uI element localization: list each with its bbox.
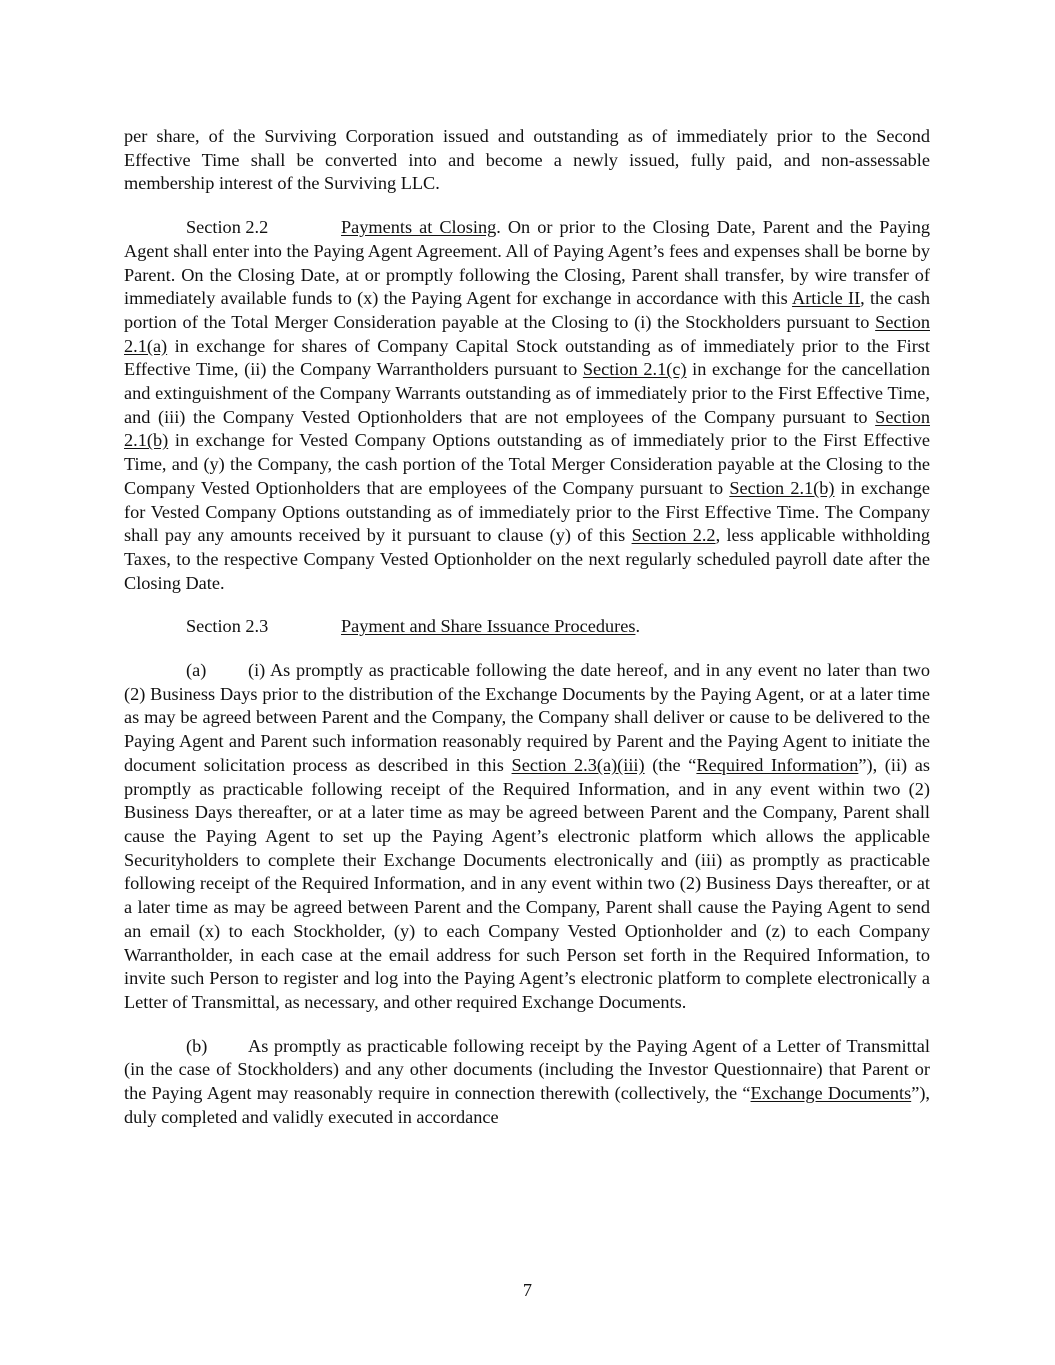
paragraph-continuation xyxy=(124,125,930,196)
subsection-b-paragraph xyxy=(124,1035,930,1130)
section-title: Payments at Closing xyxy=(341,217,497,238)
section-2-2-paragraph xyxy=(124,216,930,595)
paragraph-text: ”), duly completed and validly executed in accordance xyxy=(124,1083,930,1127)
document-body xyxy=(124,125,930,1129)
cross-reference-link[interactable]: Article II xyxy=(792,288,861,309)
section-number: Section 2.2 xyxy=(186,217,269,238)
cross-reference-link[interactable]: Section 2.1(b) xyxy=(124,406,930,451)
paragraph-text: in exchange for Vested Company Options outstanding as of immediately prior to the First Effective Time. The Company shall pay any amounts received by it pursuant to clause (y) of this xyxy=(124,477,930,546)
subsection-letter: (a) xyxy=(186,660,207,681)
paragraph-text: (the “ xyxy=(644,754,697,775)
paragraph-text: in exchange for shares of Company Capital Stock outstanding as of immediately prior to the First Effective Time, (ii) the Company Warrantholders pursuant to xyxy=(124,335,930,380)
paragraph-text: , the cash portion of the Total Merger Consideration payable at the Closing to (i) the Stockholders pursuant to xyxy=(124,288,930,332)
section-2-3-heading xyxy=(124,615,930,639)
subsection-letter: (b) xyxy=(186,1035,208,1056)
paragraph-text: in exchange for the cancellation and extinguishment of the Company Warrants outstanding as of immediately prior to the First Effective Time, and (iii) the Company Vested Optionholders that are not employees of the Company pursuant to xyxy=(124,359,930,427)
paragraph-text: . On or prior to the Closing Date, Parent and the Paying Agent shall enter into the Paying Agent Agreement. All of Paying Agent’s fees and expenses shall be borne by Parent. On the Closing Date, at or promptly following the Closing, Parent shall transfer, by wire transfer of immediately available funds to (x) the Paying Agent for exchange in accordance with this xyxy=(124,217,931,309)
section-title: Payment and Share Issuance Procedures xyxy=(341,616,636,637)
paragraph-text: As promptly as practicable following receipt by the Paying Agent of a Letter of Transmittal (in the case of Stockholders) and any other documents (including the Investor Questionnaire) that Parent or the Paying Agent may reasonably require in connection therewith (collectively, the “ xyxy=(124,1035,930,1104)
defined-term: Exchange Documents xyxy=(750,1083,912,1104)
paragraph-text: (i) As promptly as practicable following the date hereof, and in any event no later than two (2) Business Days prior to the distribution of the Exchange Documents by the Paying Agent, or at a later time as may be agreed between Parent and the Company, the Company shall deliver or cause to be delivered to the Paying Agent and Parent such information reasonably required by Parent and the Paying Agent to initiate the document solicitation process as described in this xyxy=(124,660,930,775)
cross-reference-link[interactable]: Section 2.1(c) xyxy=(582,359,687,380)
section-title-punctuation: . xyxy=(635,616,641,637)
cross-reference-link[interactable]: Section 2.2 xyxy=(631,525,716,546)
paragraph-text: , less applicable withholding Taxes, to the respective Company Vested Optionholder on the next regularly scheduled payroll date after the Closing Date. xyxy=(124,525,931,593)
defined-term: Required Information xyxy=(696,754,859,775)
cross-reference-link[interactable]: Section 2.1(b) xyxy=(729,477,835,498)
page-number: 7 xyxy=(522,1280,533,1300)
cross-reference-link[interactable]: Section 2.3(a)(iii) xyxy=(511,754,645,775)
section-number: Section 2.3 xyxy=(186,616,269,637)
paragraph-text: per share, of the Surviving Corporation issued and outstanding as of immediately prior to the Second Effective Time shall be converted into and become a newly issued, fully paid, and non-assessable membership interest of the Surviving LLC. xyxy=(124,126,930,194)
paragraph-text: ”), (ii) as promptly as practicable following receipt of the Required Information, and in any event within two (2) Business Days thereafter, or at a later time as may be agreed between Parent and the Company, Parent shall cause the Paying Agent to set up the Paying Agent’s electronic platform which allows the applicable Securityholders to complete their Exchange Documents electronically and (iii) as promptly as practicable following receipt of the Required Information, and in any event within two (2) Business Days thereafter, or at a later time as may be agreed between Parent and the Company, Parent shall cause the Paying Agent to send an email (x) to each Stockholder, (y) to each Company Vested Optionholder and (z) to each Company Warrantholder, in each case at the email address for such Person set forth in the Required Information, to invite such Person to register and log into the Paying Agent’s electronic platform to complete electronically a Letter of Transmittal, as necessary, and other required Exchange Documents. xyxy=(124,754,930,1012)
paragraph-text: in exchange for Vested Company Options outstanding as of immediately prior to the First Effective Time, and (y) the Company, the cash portion of the Total Merger Consideration payable at the Closing to the Company Vested Optionholders that are employees of the Company pursuant to xyxy=(124,430,930,498)
cross-reference-link[interactable]: Section 2.1(a) xyxy=(124,311,930,356)
subsection-a-paragraph xyxy=(124,659,930,1015)
